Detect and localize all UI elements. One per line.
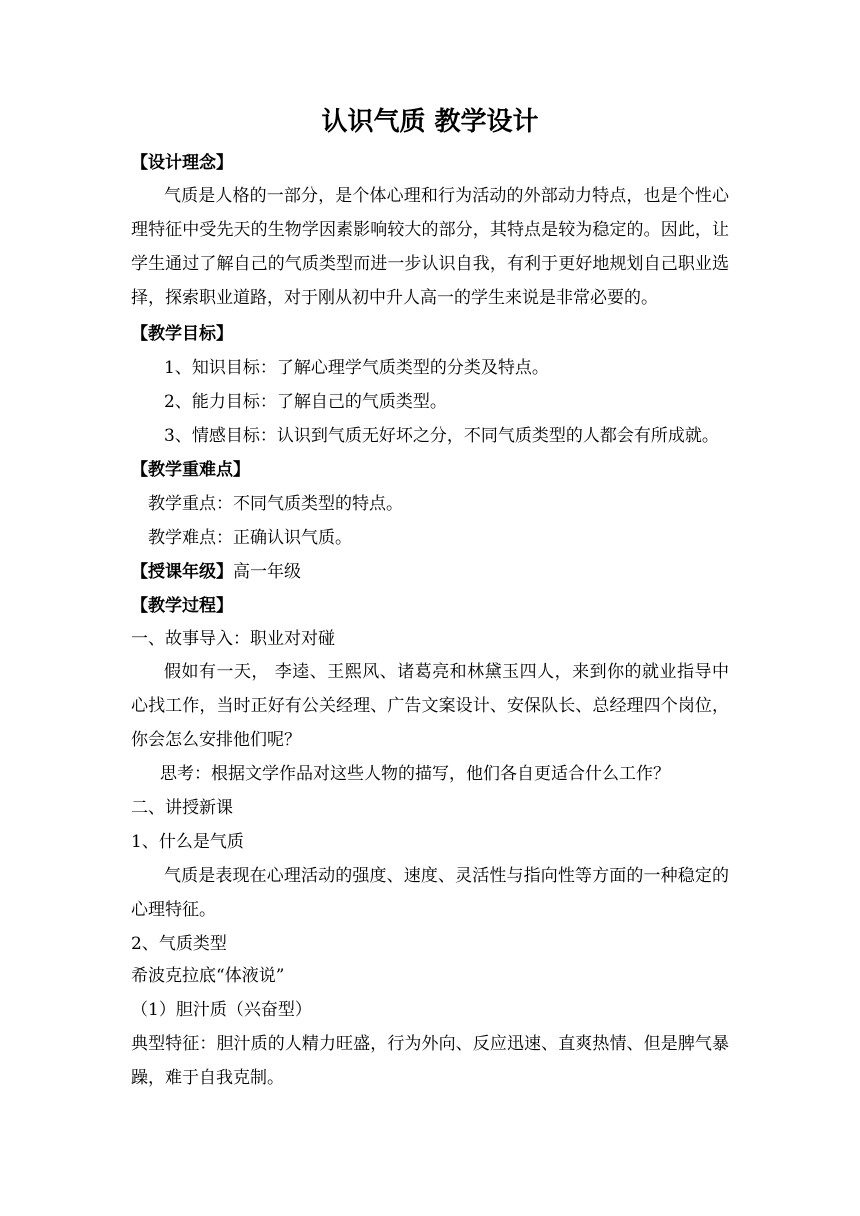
definition-line: 心理特征。 [131, 900, 216, 920]
type-title: （1）胆汁质（兴奋型） [131, 1000, 312, 1020]
type-description-line: 躁，难于自我克制。 [131, 1068, 284, 1088]
story-line: 你会怎么安排他们呢？ [131, 730, 301, 750]
story-line: 心找工作，当时正好有公关经理、广告文案设计、安保队长、总经理四个岗位， [131, 696, 729, 716]
type-description-line: 典型特征：胆汁质的人精力旺盛，行为外向、反应迅速、直爽热情、但是脾气暴 [131, 1034, 729, 1054]
grade-row [131, 560, 301, 584]
design-concept-line: 理特征中受先天的生物学因素影响较大的部分，其特点是较为稳定的。因此，让 [131, 220, 729, 240]
objectives-heading: 【教学目标】 [131, 324, 233, 344]
objective-item: 3、情感目标：认识到气质无好坏之分，不同气质类型的人都会有所成就。 [164, 426, 719, 446]
key-point-item: 教学重点：不同气质类型的特点。 [148, 494, 403, 514]
document-title: 认识气质 教学设计 [321, 107, 539, 137]
design-concept-line: 择，探索职业道路，对于刚从初中升人高一的学生来说是非常必要的。 [131, 288, 658, 308]
theory-label: 希波克拉底“体液说” [131, 966, 285, 986]
objective-item: 2、能力目标：了解自己的气质类型。 [164, 392, 447, 412]
section-title: 一、故事导入：职业对对碰 [131, 629, 335, 649]
design-concept-line: 学生通过了解自己的气质类型而进一步认识自我，有利于更好地规划自己职业选 [131, 254, 729, 274]
design-concept-heading: 【设计理念】 [131, 153, 233, 173]
story-line: 假如有一天， 李逵、王熙风、诸葛亮和林黛玉四人，来到你的就业指导中 [164, 662, 729, 682]
key-point-item: 教学难点：正确认识气质。 [148, 528, 352, 548]
definition-line: 气质是表现在心理活动的强度、速度、灵活性与指向性等方面的一种稳定的 [164, 866, 729, 886]
think-question: 思考：根据文学作品对这些人物的描写，他们各自更适合什么工作？ [160, 764, 670, 784]
design-concept-line: 气质是人格的一部分，是个体心理和行为活动的外部动力特点，也是个性心 [164, 186, 729, 206]
objective-item: 1、知识目标：了解心理学气质类型的分类及特点。 [164, 358, 549, 378]
section-title: 二、讲授新课 [131, 798, 233, 818]
subsection-title: 1、什么是气质 [131, 832, 244, 852]
grade-heading: 【授课年级】 [131, 562, 233, 582]
grade-value: 高一年级 [233, 562, 301, 582]
subsection-title: 2、气质类型 [131, 934, 227, 954]
key-points-heading: 【教学重难点】 [131, 460, 250, 480]
process-heading: 【教学过程】 [131, 596, 233, 616]
